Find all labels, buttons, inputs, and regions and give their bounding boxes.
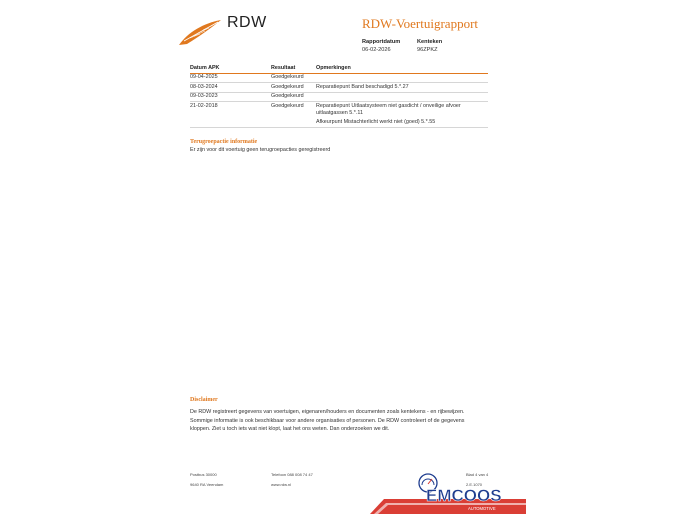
apk-remark	[316, 73, 488, 83]
apk-date: 08-03-2024	[190, 83, 271, 93]
footer-address	[190, 470, 223, 489]
column-header-remarks: Opmerkingen	[316, 64, 488, 73]
table-row	[190, 83, 488, 93]
plate-value: 96ZPKZ	[417, 47, 438, 53]
table-row	[190, 102, 488, 119]
plate-label: Kenteken	[417, 39, 443, 45]
apk-date: 21-02-2018	[190, 102, 218, 109]
emcoos-watermark-logo	[370, 472, 526, 514]
table-row	[190, 73, 488, 83]
apk-remark: Afkeurpunt Mistachterlicht werkt niet (goed) 5.*.55	[316, 118, 488, 127]
column-header-date: Datum APK	[190, 64, 271, 73]
apk-date: 09-04-2025	[190, 73, 271, 83]
footer-phone: Telefoon 088 008 74 47	[271, 472, 313, 477]
table-header-row	[190, 64, 488, 73]
apk-history-table	[190, 64, 488, 128]
apk-remark	[316, 92, 488, 102]
apk-remark: Reparatiepunt Uitlaatsysteem niet gasdicht / onveilige afvoer uitlaatgassen 5.*.11	[316, 102, 461, 117]
column-header-result: Resultaat	[271, 64, 316, 73]
report-title: RDW-Voertuigrapport	[362, 16, 479, 31]
apk-result: Goedgekeurd	[271, 83, 316, 93]
disclaimer-title: Disclaimer	[190, 397, 218, 403]
report-date-value: 06-02-2026	[362, 47, 391, 53]
watermark-subtext: AUTOMOTIVE	[468, 506, 496, 511]
report-date-label: Rapportdatum	[362, 39, 401, 45]
apk-remark: Reparatiepunt Band beschadigd 5.*.27	[316, 83, 488, 93]
recall-title: Terugroepactie informatie	[190, 139, 258, 145]
table-row	[190, 92, 488, 102]
footer-contact	[271, 470, 313, 489]
watermark-text: EMCOOS	[426, 486, 502, 505]
apk-result: Goedgekeurd	[271, 73, 316, 83]
brand-name: RDW	[227, 14, 267, 31]
footer-postbus: Postbus 30000	[190, 472, 217, 477]
apk-result: Goedgekeurd	[271, 102, 304, 109]
apk-date: 09-03-2023	[190, 92, 271, 102]
footer-city: 9640 RA Veendam	[190, 481, 224, 487]
apk-result: Goedgekeurd	[271, 92, 316, 102]
footer-code: 2.E.1070	[466, 481, 483, 487]
recall-text: Er zijn voor dit voertuig geen terugroepacties geregistreerd	[190, 147, 331, 153]
disclaimer-text: De RDW registreert gegevens van voertuigen, eigenaren/houders en documenten zoals kentekens - en rijbewijzen. Sommige informatie is ook beschikbaar voor andere organisaties of personen. De RDW controleert of de gegevens kloppen. Ziet u toch iets wat niet klopt, laat het ons weten. Dan onderzoeken we dit.	[190, 409, 465, 433]
footer-web[interactable]: www.rdw.nl	[271, 481, 292, 487]
table-row-continuation	[190, 118, 488, 127]
rdw-logo-icon	[178, 18, 222, 46]
footer-page: Blad 4 van 4	[466, 472, 489, 477]
